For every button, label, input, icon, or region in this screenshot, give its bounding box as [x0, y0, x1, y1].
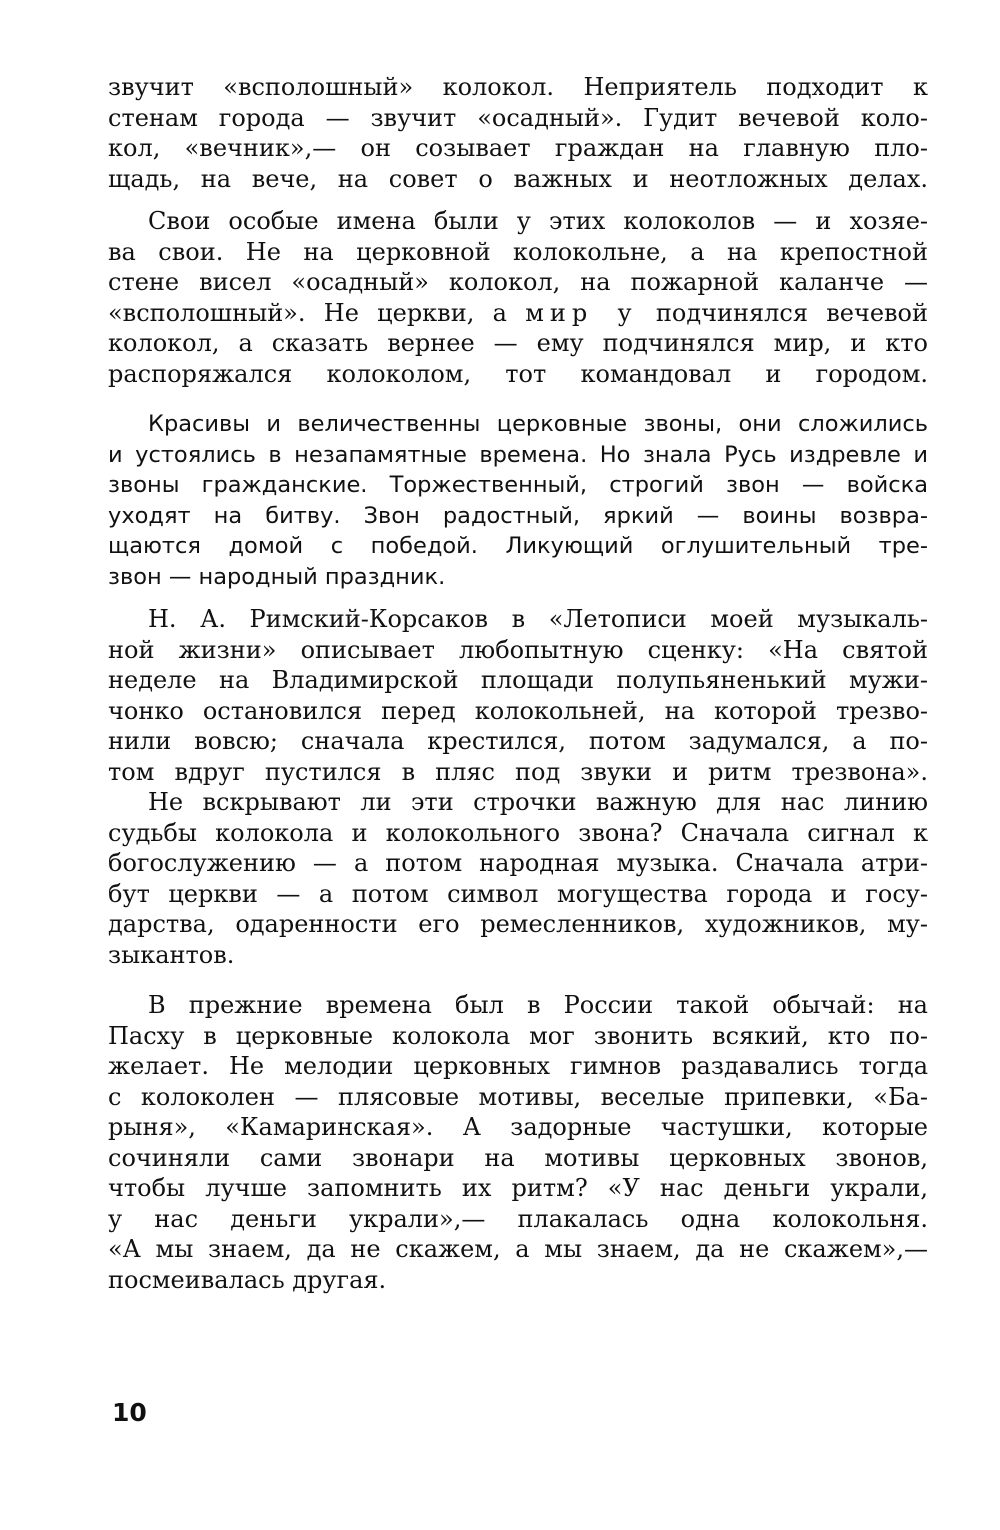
text-line: стенам города — звучит «осадный». Гудит вечевой коло-	[108, 103, 928, 132]
text-line: ной жизни» описывает любопытную сценку: «На святой	[108, 635, 928, 664]
text-line: звон — народный праздник.	[108, 563, 446, 590]
text-line: колокол, а сказать вернее — ему подчинялся мир, и кто	[108, 329, 928, 357]
text-line: Не вскрывают ли эти строчки важную для нас линию	[148, 788, 928, 816]
text-line: зыкантов.	[108, 940, 235, 969]
text-line: распоряжался колоколом, тот командовал и городом.	[108, 359, 928, 388]
text-line: неделе на Владимирской площади полупьяненький мужи-	[108, 666, 928, 694]
text-line	[108, 298, 928, 329]
text-line: чтобы лучше запомнить их ритм? «У нас деньги украли,	[108, 1174, 928, 1202]
emphasized-word: мир у	[525, 298, 638, 327]
text-line: и устоялись в незапамятные времена. Но знала Русь издревле и	[108, 441, 928, 468]
paragraph-2	[108, 206, 928, 389]
paragraph-1	[108, 72, 928, 194]
text-line: судьбы колокола и колокольного звона? Сначала сигнал к	[108, 818, 928, 847]
paragraph-3	[108, 409, 928, 592]
paragraph-5	[108, 787, 928, 970]
text-line: нили вовсю; сначала крестился, потом задумался, а по-	[108, 727, 928, 755]
text-line: кол, «вечник»,— он созывает граждан на главную пло-	[108, 134, 928, 162]
text-segment: «всполошный». Не церкви, а	[108, 298, 507, 327]
text-line: стене висел «осадный» колокол, на пожарной каланче —	[108, 268, 928, 296]
page-number: 10	[112, 1398, 147, 1427]
text-line: том вдруг пустился в пляс под звуки и ритм трезвона».	[108, 757, 928, 786]
text-line: Н. А. Римский-Корсаков в «Летописи моей музыкаль-	[148, 605, 928, 633]
text-line: ва свои. Не на церковной колокольне, а на крепостной	[108, 237, 928, 266]
text-line: «А мы знаем, да не скажем, а мы знаем, да не скажем»,—	[108, 1235, 928, 1263]
paragraph-6	[108, 990, 928, 1295]
text-line: рыня», «Камаринская». А задорные частушки, которые	[108, 1113, 928, 1141]
text-line: звоны гражданские. Торжественный, строгий звон — войска	[108, 472, 928, 498]
text-line: щадь, на вече, на совет о важных и неотложных делах.	[108, 164, 928, 193]
text-line: В прежние времена был в России такой обычай: на	[148, 991, 928, 1019]
text-line: бут церкви — а потом символ могущества города и госу-	[108, 879, 928, 908]
text-line: чонко остановился перед колокольней, на которой трезво-	[108, 696, 928, 725]
text-line: желает. Не мелодии церковных гимнов раздавались тогда	[108, 1052, 928, 1080]
text-line: богослужению — а потом народная музыка. Сначала атри-	[108, 849, 928, 877]
text-line: с колоколен — плясовые мотивы, веселые припевки, «Ба-	[108, 1082, 928, 1111]
text-line: сочиняли сами звонари на мотивы церковных звонов,	[108, 1143, 928, 1172]
text-line: дарства, одаренности его ремесленников, художников, му-	[108, 910, 928, 938]
text-line: Пасху в церковные колокола мог звонить всякий, кто по-	[108, 1021, 928, 1050]
text-line: уходят на битву. Звон радостный, яркий — воины возвра-	[108, 502, 928, 529]
text-line: звучит «всполошный» колокол. Неприятель подходит к	[108, 73, 928, 101]
text-line: Свои особые имена были у этих колоколов — и хозяе-	[148, 207, 928, 235]
text-line: посмеивалась другая.	[108, 1265, 387, 1294]
page-body	[108, 72, 928, 1295]
text-segment: подчинялся вечевой	[655, 298, 928, 327]
text-line: Красивы и величественны церковные звоны, они сложились	[148, 411, 928, 437]
text-line: у нас деньги украли»,— плакалась одна колокольня.	[108, 1204, 928, 1233]
paragraph-4	[108, 604, 928, 787]
text-line: щаются домой с победой. Ликующий оглушительный тре-	[108, 533, 928, 559]
